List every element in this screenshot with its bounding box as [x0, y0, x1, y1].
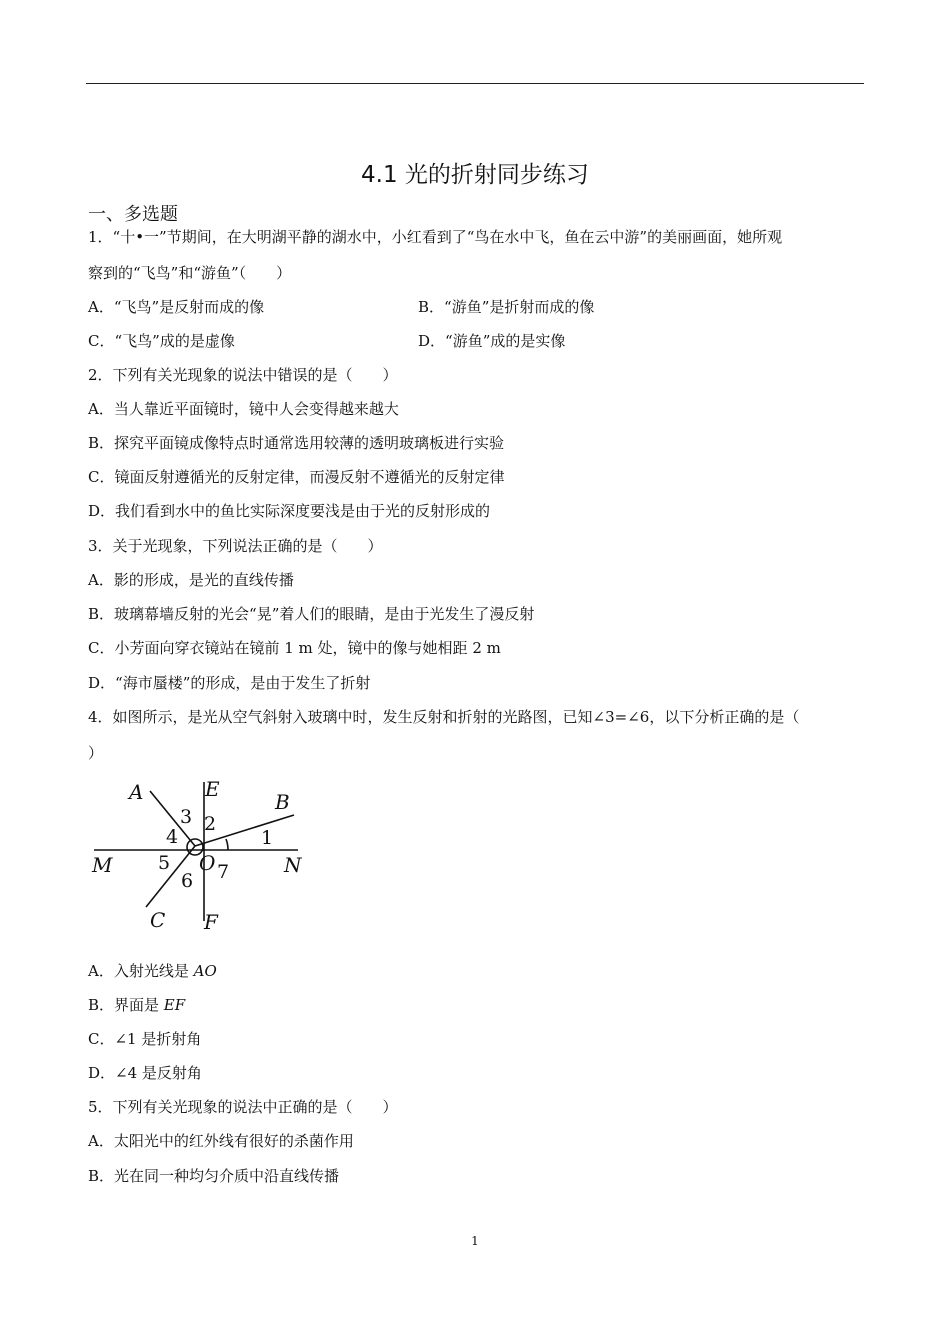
- q1-stem-line1: 1．“十•一”节期间，在大明湖平静的湖水中，小红看到了“鸟在水中飞，鱼在云中游”的美丽画面，她所观: [88, 228, 783, 246]
- q3-option-a: A．影的形成，是光的直线传播: [88, 571, 294, 589]
- q3-option-d: D．“海市蜃楼”的形成，是由于发生了折射: [88, 674, 371, 692]
- q1-option-c: C．“飞鸟”成的是虚像: [88, 332, 235, 350]
- angle-label-2: 2: [204, 813, 217, 835]
- q4-option-c: C．∠1 是折射角: [88, 1030, 202, 1048]
- q4-option-a-var: AO: [193, 962, 217, 980]
- q5-option-a: A．太阳光中的红外线有很好的杀菌作用: [88, 1132, 354, 1150]
- angle-label-6: 6: [181, 870, 194, 892]
- angle-label-3: 3: [180, 806, 193, 828]
- q2-option-d: D．我们看到水中的鱼比实际深度要浅是由于光的反射形成的: [88, 502, 491, 520]
- header-rule: [86, 83, 864, 84]
- q4-option-b: [88, 995, 185, 1015]
- q3-stem: 3．关于光现象，下列说法正确的是（ ）: [88, 537, 383, 555]
- page-number: 1: [471, 1234, 479, 1248]
- q5-stem: 5．下列有关光现象的说法中正确的是（ ）: [88, 1098, 398, 1116]
- page-title: 4.1 光的折射同步练习: [361, 162, 589, 188]
- q2-option-b: B．探究平面镜成像特点时通常选用较薄的透明玻璃板进行实验: [88, 434, 505, 452]
- q2-option-c: C．镜面反射遵循光的反射定律，而漫反射不遵循光的反射定律: [88, 468, 505, 486]
- label-c: C: [150, 908, 166, 932]
- label-e: E: [205, 777, 220, 801]
- q4-option-b-var: EF: [163, 996, 186, 1014]
- angle-1-arc: [226, 839, 228, 850]
- label-a: A: [129, 780, 144, 804]
- section-heading: 一、多选题: [88, 204, 178, 225]
- light-path-figure: [86, 775, 316, 937]
- q1-option-a: A．“飞鸟”是反射而成的像: [88, 298, 265, 316]
- q4-stem-line1: 4．如图所示，是光从空气斜射入玻璃中时，发生反射和折射的光路图，已知∠3=∠6，以下分析正确的是（: [88, 708, 800, 726]
- q4-option-b-text: B．界面是: [88, 996, 164, 1014]
- q4-option-a-text: A．入射光线是: [88, 962, 194, 980]
- q4-option-a: [88, 961, 217, 981]
- q5-option-b: B．光在同一种均匀介质中沿直线传播: [88, 1167, 340, 1185]
- angle-label-4: 4: [166, 826, 179, 848]
- label-b: B: [275, 790, 290, 814]
- q3-option-b: B．玻璃幕墙反射的光会“晃”着人们的眼睛，是由于光发生了漫反射: [88, 605, 535, 623]
- angle-label-7: 7: [217, 861, 230, 883]
- q3-option-c: C．小芳面向穿衣镜站在镜前 1 m 处，镜中的像与她相距 2 m: [88, 639, 501, 657]
- q2-stem: 2．下列有关光现象的说法中错误的是（ ）: [88, 366, 398, 384]
- q1-option-d: D．“游鱼”成的是实像: [418, 332, 566, 350]
- label-m: M: [92, 853, 113, 877]
- q1-stem-line2: 察到的“飞鸟”和“游鱼”（ ）: [88, 264, 292, 282]
- label-o: O: [199, 851, 216, 875]
- label-f: F: [204, 910, 218, 934]
- q4-option-d: D．∠4 是反射角: [88, 1064, 202, 1082]
- label-n: N: [284, 853, 302, 877]
- q1-option-b: B．“游鱼”是折射而成的像: [418, 298, 595, 316]
- q2-option-a: A．当人靠近平面镜时，镜中人会变得越来越大: [88, 400, 399, 418]
- q4-stem-line2: ）: [88, 744, 104, 762]
- angle-label-1: 1: [261, 827, 274, 849]
- angle-label-5: 5: [158, 852, 171, 874]
